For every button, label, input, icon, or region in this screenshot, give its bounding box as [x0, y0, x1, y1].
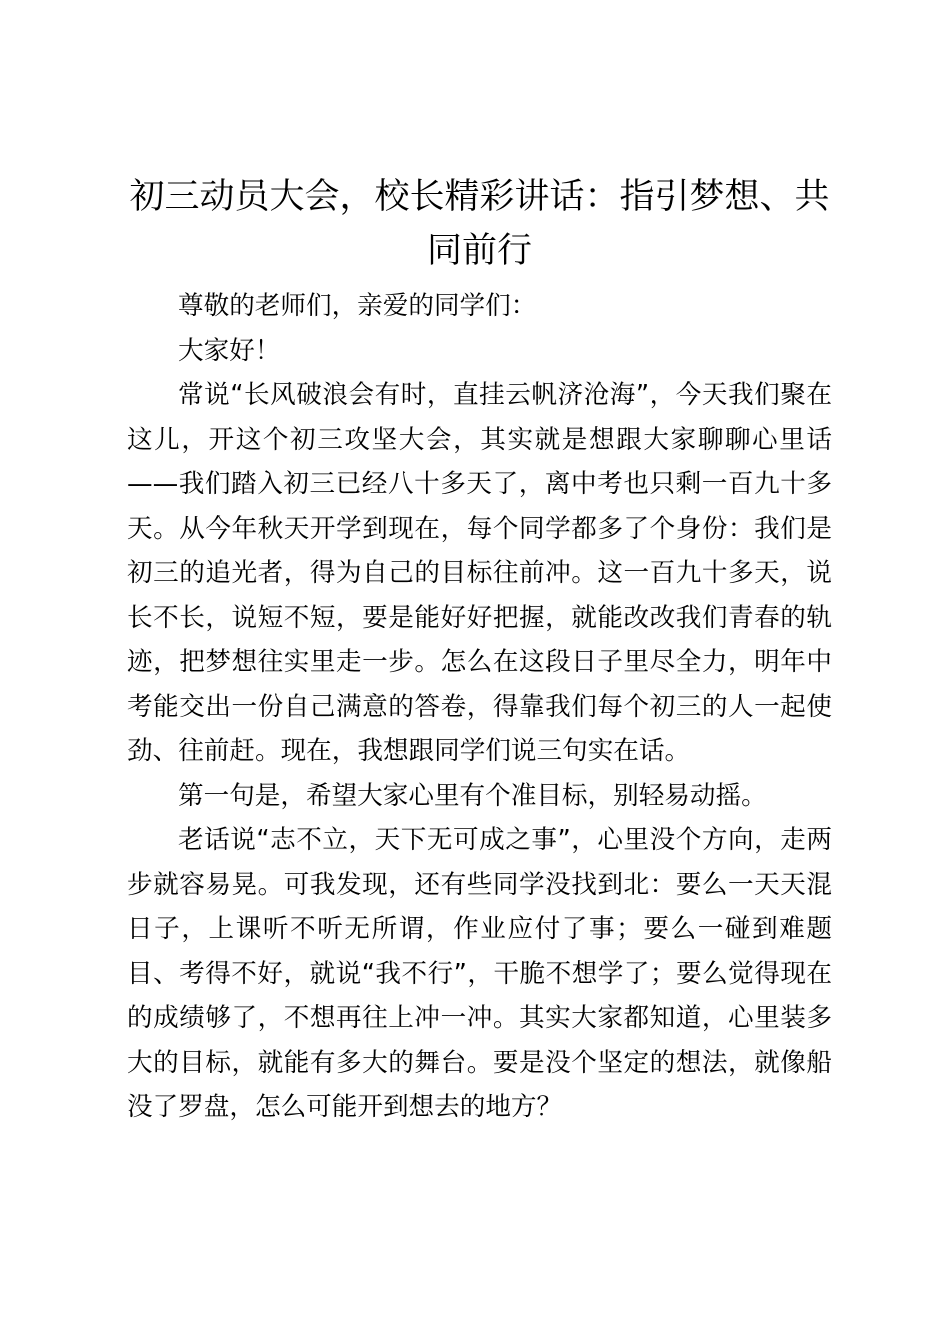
document-body: [127, 170, 832, 1130]
point-heading-paragraph: 第一句是，希望大家心里有个准目标，别轻易动摇。: [178, 780, 767, 811]
salutation-paragraph: 尊敬的老师们，亲爱的同学们：: [178, 291, 537, 321]
body-paragraph: 常说“长风破浪会有时，直挂云帆济沧海”，今天我们聚在这儿，开这个初三攻坚大会，其实就是想跟大家聊聊心里话——我们踏入初三已经八十多天了，离中考也只剩一百九十多天。从今年秋天开学到现在，每个同学都多了个身份：我们是初三的追光者，得为自己的目标往前冲。这一百九十多天，说长不长，说短不短，要是能好好把握，就能改改我们青春的轨迹，把梦想往实里走一步。怎么在这段日子里尽全力，明年中考能交出一份自己满意的答卷，得靠我们每个初三的人一起使劲、往前赶。现在，我想跟同学们说三句实在话。: [127, 380, 832, 766]
greeting-paragraph: 大家好！: [178, 335, 281, 366]
body-paragraph: 老话说“志不立，天下无可成之事”，心里没个方向，走两步就容易晃。可我发现，还有些同学没找到北：要么一天天混日子，上课听不听无所谓，作业应付了事；要么一碰到难题目、考得不好，就说“我不行”，干脆不想学了；要么觉得现在的成绩够了，不想再往上冲一冲。其实大家都知道，心里装多大的目标，就能有多大的舞台。要是没个坚定的想法，就像船没了罗盘，怎么可能开到想去的地方？: [127, 825, 832, 1122]
document-title: 初三动员大会，校长精彩讲话：指引梦想、共同前行: [129, 177, 830, 271]
